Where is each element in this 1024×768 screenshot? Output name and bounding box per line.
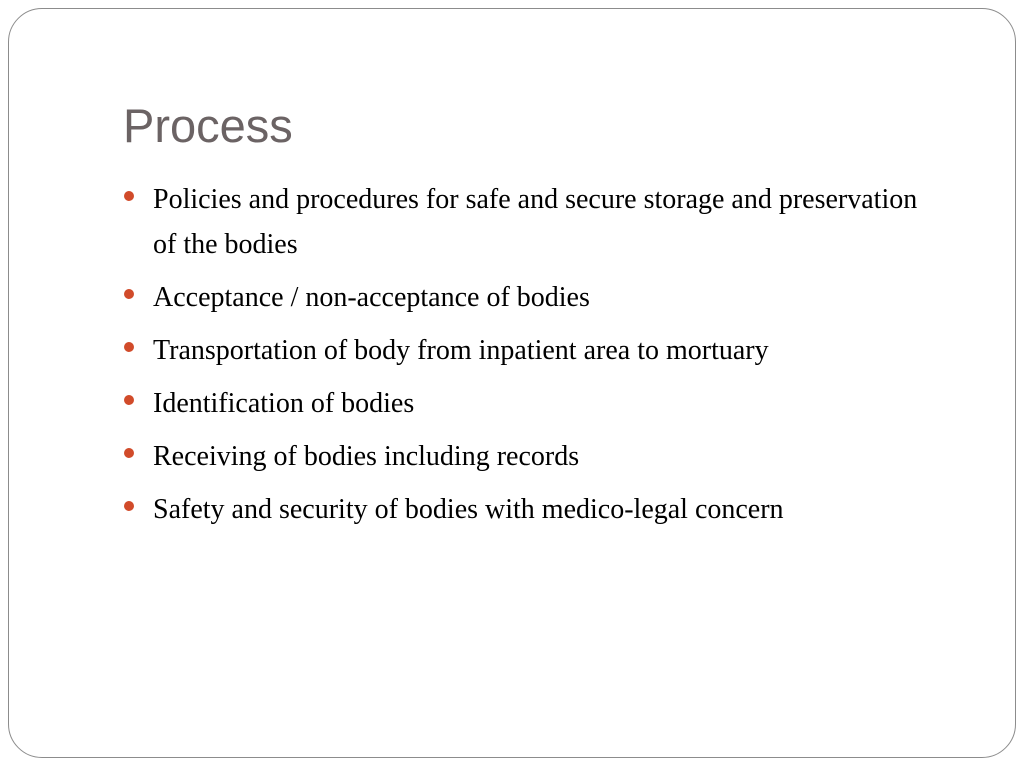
- bullet-item: [123, 381, 923, 426]
- bullet-item: [123, 487, 923, 532]
- bullet-dot-icon: [124, 501, 134, 511]
- bullet-item: [123, 434, 923, 479]
- bullet-item: [123, 275, 923, 320]
- bullet-dot-icon: [124, 289, 134, 299]
- bullet-dot-icon: [124, 448, 134, 458]
- bullet-list: [123, 177, 923, 540]
- bullet-text: Acceptance / non-acceptance of bodies: [153, 282, 590, 313]
- bullet-dot-icon: [124, 191, 134, 201]
- bullet-text: Safety and security of bodies with medico-legal concern: [153, 494, 784, 525]
- bullet-text: Transportation of body from inpatient area to mortuary: [153, 335, 769, 366]
- bullet-dot-icon: [124, 342, 134, 352]
- bullet-dot-icon: [124, 395, 134, 405]
- slide: [8, 8, 1016, 758]
- bullet-item: [123, 328, 923, 373]
- bullet-text: Policies and procedures for safe and secure storage and preservation of the bodies: [153, 184, 918, 260]
- bullet-text: Receiving of bodies including records: [153, 441, 580, 472]
- slide-title: Process: [123, 99, 293, 152]
- bullet-text: Identification of bodies: [153, 388, 415, 419]
- bullet-item: [123, 177, 923, 267]
